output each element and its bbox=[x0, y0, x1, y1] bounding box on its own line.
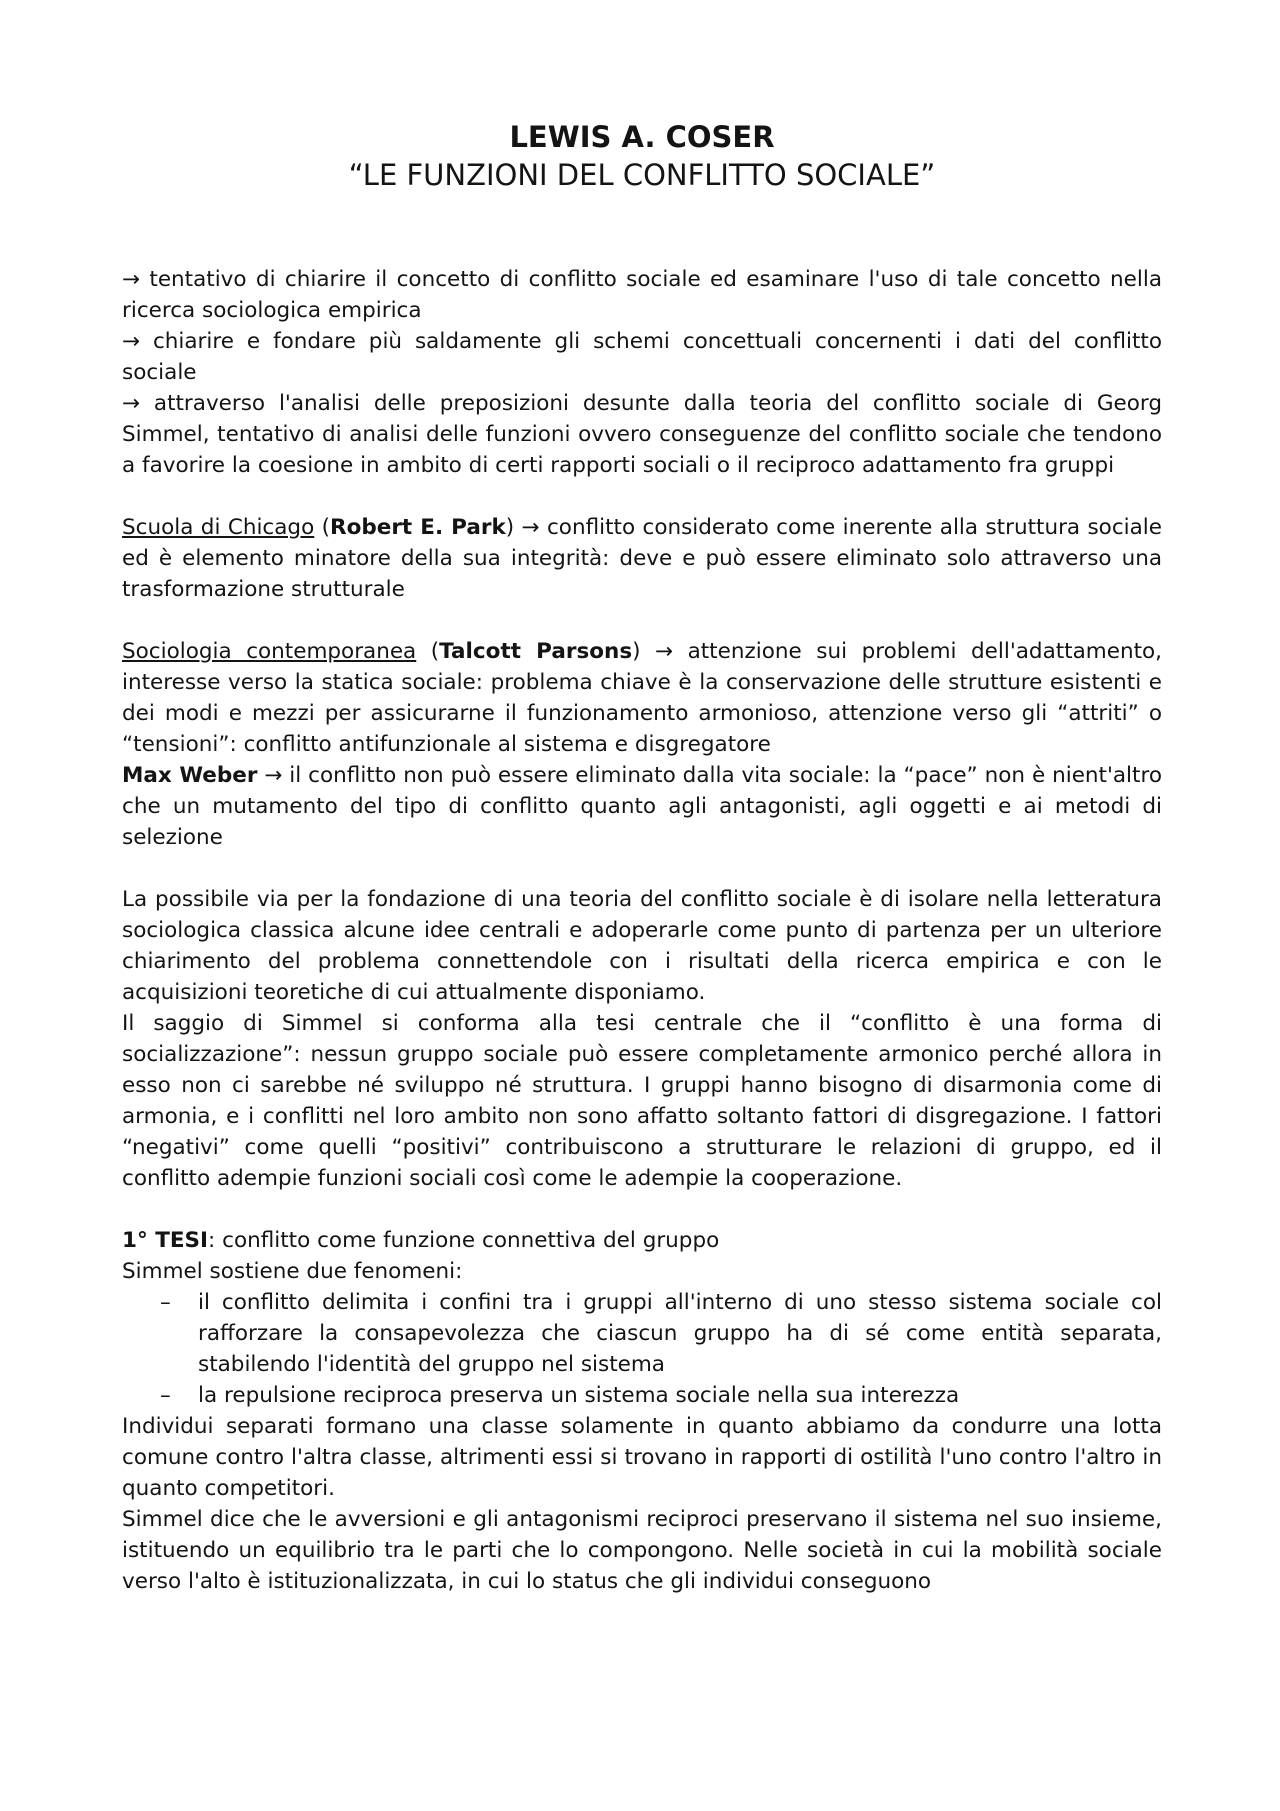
thesis1-paragraph-1: Individui separati formano una classe solamente in quanto abbiamo da condurre una lotta comune contro l'altra classe, altrimenti essi si trovano in rapporti di ostilità l'uno contro l'altro in quanto competitori. bbox=[122, 1414, 1162, 1501]
intro-point-1: → tentativo di chiarire il concetto di conflitto sociale ed esaminare l'uso di tale concetto nella ricerca sociologica empirica bbox=[122, 267, 1162, 323]
contemporary-person: Talcott Parsons bbox=[439, 639, 633, 664]
chicago-school-label: Scuola di Chicago bbox=[122, 515, 315, 540]
intro-point-2: → chiarire e fondare più saldamente gli schemi concettuali concernenti i dati del conflitto sociale bbox=[122, 329, 1162, 385]
dash-marker: – bbox=[160, 1290, 171, 1315]
contemporary-paragraph bbox=[122, 636, 1162, 760]
work-title: “LE FUNZIONI DEL CONFLITTO SOCIALE” bbox=[348, 158, 936, 192]
thesis1-lead: Simmel sostiene due fenomeni: bbox=[122, 1259, 463, 1284]
list-item bbox=[122, 1287, 1162, 1380]
chicago-person: Robert E. Park bbox=[330, 515, 506, 540]
thesis1-paragraph-2: Simmel dice che le avversioni e gli antagonismi reciproci preservano il sistema nel suo insieme, istituendo un equilibrio tra le parti che lo compongono. Nelle società in cui la mobilità sociale verso l'alto è istituzionalizzata, in cui lo status che gli individui conseguono bbox=[122, 1507, 1162, 1594]
thesis1-label: 1° TESI bbox=[122, 1228, 209, 1253]
list-item-text: la repulsione reciproca preserva un sistema sociale nella sua interezza bbox=[198, 1383, 960, 1408]
theory-paragraph-1: La possibile via per la fondazione di una teoria del conflitto sociale è di isolare nella letteratura sociologica classica alcune idee centrali e adoperarle come punto di partenza per un ulteriore chiarimento del problema connettendole con i risultati della ricerca empirica e con le acquisizioni teoretiche di cui attualmente disponiamo. bbox=[122, 887, 1162, 1005]
dash-marker: – bbox=[160, 1383, 171, 1408]
theory-paragraph-2: Il saggio di Simmel si conforma alla tesi centrale che il “conflitto è una forma di socializzazione”: nessun gruppo sociale può essere completamente armonico perché allora in esso non ci sarebbe né sviluppo né struttura. I gruppi hanno bisogno di disarmonia come di armonia, e i conflitti nel loro ambito non sono affatto soltanto fattori di disgregazione. I fattori “negativi” come quelli “positivi” contribuiscono a strutturare le relazioni di gruppo, ed il conflitto adempie funzioni sociali così come le adempie la cooperazione. bbox=[122, 1011, 1162, 1191]
weber-person: Max Weber bbox=[122, 763, 258, 788]
spacer bbox=[122, 605, 1162, 636]
paren-open: ( bbox=[416, 639, 440, 664]
spacer bbox=[122, 1194, 1162, 1225]
list-item-text: il conflitto delimita i confini tra i gruppi all'interno di uno stesso sistema sociale col rafforzare la consapevolezza che ciascun gruppo ha di sé come entità separata, stabilendo l'identità del gruppo nel sistema bbox=[198, 1290, 1162, 1377]
contemporary-text: ) → attenzione sui problemi dell'adattamento, interesse verso la statica sociale: problema chiave è la conservazione delle strutture esistenti e dei modi e mezzi per assicurarne il funzionamento armonioso, attenzione verso gli “attriti” o “tensioni”: conflitto antifunzionale al sistema e disgregatore bbox=[122, 639, 1162, 757]
paren-open: ( bbox=[314, 515, 331, 540]
author-title: LEWIS A. COSER bbox=[509, 120, 775, 154]
thesis1-title: : conflitto come funzione connettiva del gruppo bbox=[208, 1228, 720, 1253]
spacer bbox=[122, 853, 1162, 884]
title-block bbox=[122, 118, 1162, 194]
contemporary-school-label: Sociologia contemporanea bbox=[122, 639, 417, 664]
list-item bbox=[122, 1380, 1162, 1411]
weber-paragraph bbox=[122, 760, 1162, 853]
thesis1-list bbox=[122, 1287, 1162, 1411]
document-page bbox=[122, 118, 1162, 1597]
chicago-paragraph bbox=[122, 512, 1162, 605]
thesis1-heading bbox=[122, 1225, 1162, 1256]
weber-text: → il conflitto non può essere eliminato dalla vita sociale: la “pace” non è nient'altro che un mutamento del tipo di conflitto quanto agli antagonisti, agli oggetti e ai metodi di selezione bbox=[122, 763, 1162, 850]
spacer bbox=[122, 481, 1162, 512]
intro-point-3: → attraverso l'analisi delle preposizioni desunte dalla teoria del conflitto sociale di Georg Simmel, tentativo di analisi delle funzioni ovvero conseguenze del conflitto sociale che tendono a favorire la coesione in ambito di certi rapporti sociali o il reciproco adattamento fra gruppi bbox=[122, 391, 1162, 478]
chicago-text: ) → conflitto considerato come inerente alla struttura sociale ed è elemento minatore della sua integrità: deve e può essere eliminato solo attraverso una trasformazione strutturale bbox=[122, 515, 1163, 602]
